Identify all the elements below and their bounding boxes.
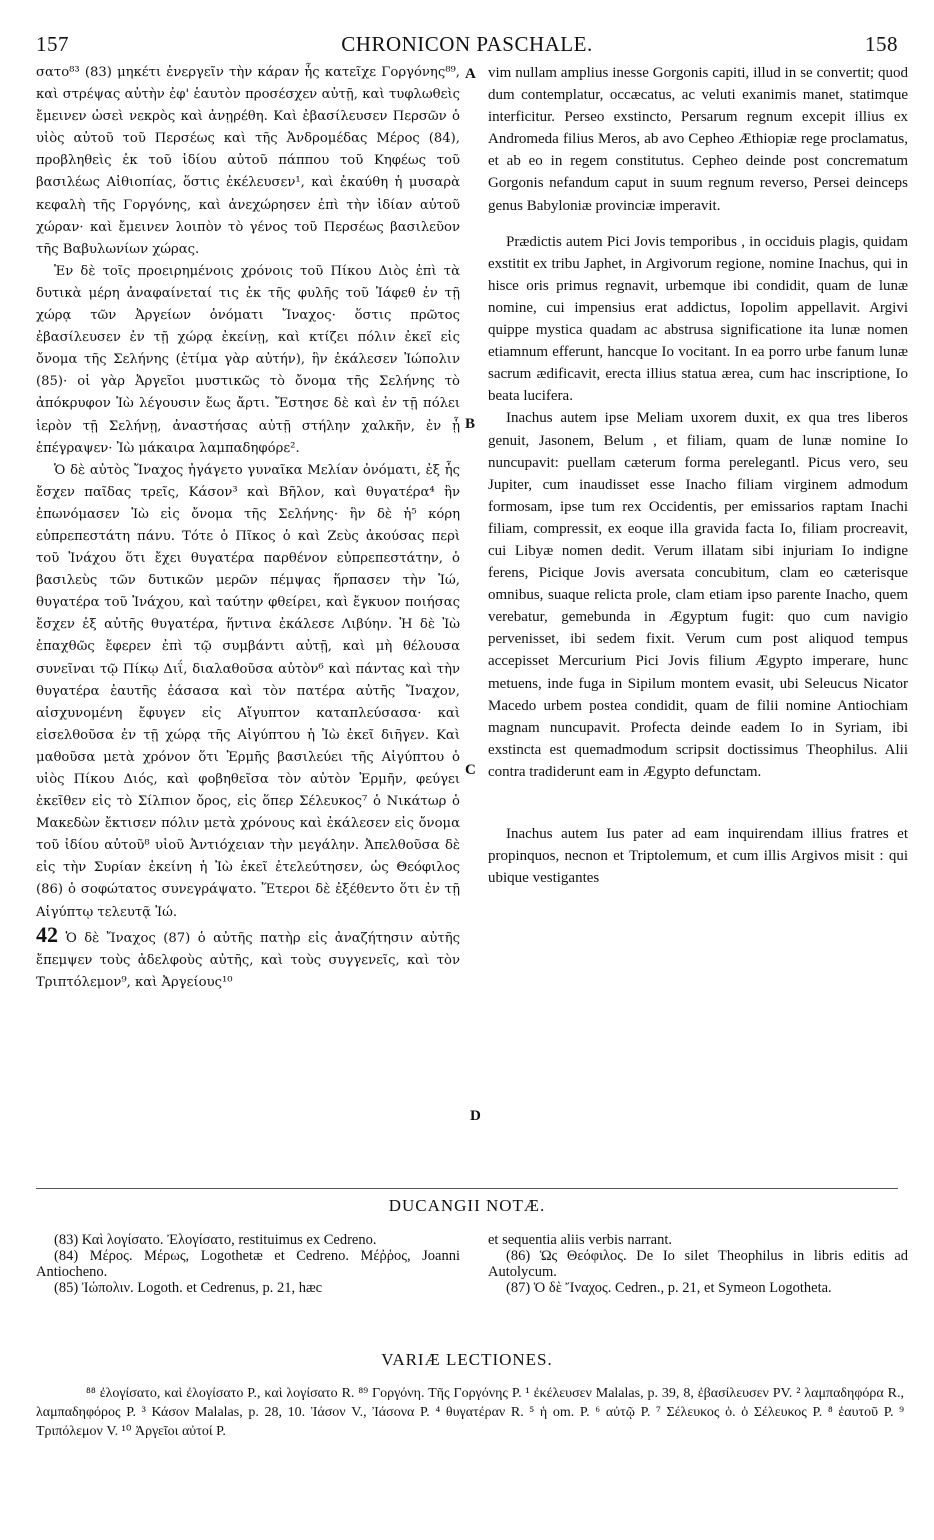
latin-paragraph: Inachus autem Ius pater ad eam inquirendam illius fratres et propinquos, necnon et Triptolemum, et cum illis Argivos misit : qui ubique vestigantes: [488, 826, 908, 887]
note-item: (85) Ἰώπολιν. Logoth. et Cedrenus, p. 21, hæc: [54, 1280, 323, 1296]
ducange-notes-title: DUCANGII NOTÆ.: [388, 1196, 546, 1215]
section-number: 42: [36, 921, 58, 947]
ducange-notes-left: [36, 1232, 460, 1296]
running-header: [36, 32, 898, 58]
variae-lectiones: [36, 1384, 904, 1441]
note-item: (84) Μέρος. Μέρως, Logothetæ et Cedreno. Μέῤῥος, Joanni Antiocheno.: [36, 1248, 460, 1280]
left-page-number: 157: [36, 32, 69, 56]
note-item: (83) Καὶ λογίσατο. Ἐλογίσατο, restituimus ex Cedreno.: [54, 1232, 377, 1248]
greek-paragraph: σατο⁸³ (83) μηκέτι ἐνεργεῖν τὴν κάραν ἧς κατεῖχε Γοργόνης⁸⁹, καὶ στρέψας αὐτὴν ἐφ' ἑαυτὸν προσέσχεν αὐτῇ, καὶ τυφλωθεὶς ἔμεινεν ὡσεὶ νεκρὸς καὶ ἀνῃρέθη. Καὶ ἐβασίλευσεν Περσῶν ὁ υἱὸς αὐτοῦ τοῦ Περσέως καὶ τῆς Ἀνδρομέδας Μέρος (84), προβληθεὶς ἐκ τοῦ ἰδίου αὐτοῦ πάππου τοῦ Κηφέως τοῦ βασιλέως Αἰθιοπίας, ὅστις ἐκέλευσεν¹, καὶ ἐκαύθη ἡ μυσαρὰ κεφαλὴ τῆς Γοργόνης, καὶ ἀνεχώρησεν ἐπὶ τὴν ἰδίαν αὐτοῦ χώραν· καὶ ἔμεινεν λοιπὸν τὸ γένος τοῦ Περσέως βασιλεῦον τῆς Βαβυλωνίων χώρας.: [36, 65, 460, 257]
latin-paragraph: Prædictis autem Pici Jovis temporibus , in occiduis plagis, quidam exstitit ex tribu Japhet, in Argivorum regione, nomine Inachus, qui in hisce oris primus regnavit, urbemque ibi condidit, quam de lunæ nomine, cui impensius erat addictus, Iopolim appellavit. Argivi quippe mystica quadam ac abstrusa significatione ita lunæ nomen etiamnum efferunt, hancque Io vocitant. In ea porro urbe fanum lunæ sacrum ædificavit, erecta illius statua ærea, cum hac inscriptione, Io beata lucifera.: [488, 233, 908, 405]
note-item: (86) Ὡς Θεόφιλος. De Io silet Theophilus in libris editis ad Autolycum.: [488, 1248, 908, 1280]
separator-rule: [36, 1188, 898, 1189]
margin-letter-a: A: [465, 66, 476, 82]
latin-paragraph: vim nullam amplius inesse Gorgonis capiti, illud in se convertit; quod dum contemplatur, occæcatus, ac veluti exanimis manet, statimque interficitur. Perseo exstincto, Persarum regnum excepit illius ex Andromeda filius Meros, ab avo Cepheo Æthiopiæ rege proclamatus, et ab eo in regem constitutus. Cepheo deinde post concrematum Gorgonis nefandum caput in suum regnum reverso, Persei deinceps genus Babyloniæ provinciæ imperavit.: [488, 65, 908, 214]
variant-readings: ⁸⁸ ἐλογίσατο, καὶ ἐλογίσατο P., καὶ λογίσατο R. ⁸⁹ Γοργόνη. Τῆς Γοργόνης P. ¹ ἐκέλευσεν Malalas, p. 39, 8, ἐβασίλευσεν PV. ² λαμπαδηφόρα R., λαμπαδηφόρος P. ³ Κάσον Malalas, p. 28, 10. Ἰάσον V., Ἰάσονα P. ⁴ θυγατέραν R. ⁵ ἡ om. P. ⁶ αὐτῷ P. ⁷ Σέλευκος ὁ. ὁ Σέλευκος P. ⁸ ἑαυτοῦ P. ⁹ Τριπόλεμον V. ¹⁰ Ἀργεῖοι αὐτοί P.: [36, 1386, 904, 1439]
note-item: et sequentia aliis verbis narrant.: [488, 1232, 673, 1248]
greek-paragraph: Ὁ δὲ αὐτὸς Ἴναχος ἠγάγετο γυναῖκα Μελίαν ὀνόματι, ἐξ ἧς ἔσχεν παῖδας τρεῖς, Κάσον³ καὶ Βῆλον, καὶ θυγατέρα⁴ ἣν ἐπωνόμασεν Ἰὼ εἰς ὄνομα τῆς Σελήνης· ἣν δὲ ἡ⁵ κόρη εὐπρεπεστάτη πάνυ. Τότε ὁ Πῖκος ὁ καὶ Ζεὺς ἀκούσας περὶ τοῦ Ἰνάχου ὅτι ἔχει θυγατέρα παρθένον εὐπρεπεστάτην, ὁ βασιλεὺς τῶν δυτικῶν μερῶν πέμψας ἥρπασεν τὴν Ἰώ, θυγατέρα τοῦ Ἰνάχου, καὶ ταύτην φθείρει, καὶ ἔγκυον ποιήσας ἔσχεν ἐξ αὐτῆς θυγατέρα, ἥντινα ἐκάλεσε Λιβύην. Ἡ δὲ Ἰὼ ἐπαχθῶς ἔφερεν ἐπὶ τῷ συμβάντι αὐτῇ, καὶ μὴ θέλουσα συνεῖναι τῷ Πίκῳ Διΐ, διαλαθοῦσα αὐτὸν⁶ καὶ πάντας καὶ τὴν θυγατέρα ἑαυτῆς ἐάσασα καὶ τὸν πατέρα αὐτῆς Ἴναχον, αἰσχυνομένη ἔφυγεν εἰς Αἴγυπτον καταπλεύσασα· καὶ εἰσελθοῦσα ἐν τῇ χώρᾳ τῆς Αἰγύπτου ἡ Ἰὼ ἐκεῖ διῆγεν. Καὶ μαθοῦσα μετὰ χρόνον ὅτι Ἑρμῆς βασιλεύει τῆς Αἰγύπτου ὁ υἱὸς Πίκου Διός, καὶ φοβηθεῖσα τὸν αὐτὸν Ἑρμῆν, φεύγει ἐκεῖθεν εἰς τὸ Σίλπιον ὄρος, εἰς ὅπερ Σέλευκος⁷ ὁ Νικάτωρ ὁ Μακεδὼν ἔκτισεν πόλιν μετὰ χρόνους καὶ ἐκάλεσεν εἰς ὄνομα τοῦ ἰδίου αὐτοῦ⁸ υἱοῦ Ἀντιόχειαν τὴν μεγάλην. Ἀπελθοῦσα δὲ εἰς τὴν Συρίαν ἐκείνη ἡ Ἰὼ ἐκεῖ ἐτελεύτησεν, ὡς Θεόφιλος (86) ὁ σοφώτατος συνεγράψατο. Ἕτεροι δὲ ἐξέθεντο ὅτι ἐν τῇ Αἰγύπτῳ τελευτᾷ Ἰώ.: [36, 462, 460, 920]
right-page-number: 158: [865, 32, 898, 56]
note-item: (87) Ὁ δὲ Ἴναχος. Cedren., p. 21, et Symeon Logotheta.: [506, 1280, 832, 1296]
greek-paragraph: Ἐν δὲ τοῖς προειρημένοις χρόνοις τοῦ Πίκου Διὸς ἐπὶ τὰ δυτικὰ μέρη ἀναφαίνεταί τις ἐκ τῆς φυλῆς τοῦ Ἰάφεθ ἐν τῇ χώρᾳ τῶν Ἀργείων ὀνόματι Ἴναχος· ὅστις πρῶτος ἐβασίλευσεν ἐν τῇ χώρᾳ ἐκείνῃ, καὶ κτίζει πόλιν ἐκεῖ εἰς ὄνομα τῆς Σελήνης (ἐτίμα γὰρ αὐτήν), ἣν ἐκάλεσεν Ἰώπολιν (85)· οἱ γὰρ Ἀργεῖοι μυστικῶς τὸ ὄνομα τῆς Σελήνης τὸ ἀπόκρυφον Ἰὼ λέγουσιν ἕως ἄρτι. Ἔστησε δὲ καὶ ἐν τῇ πόλει ἱερὸν τῇ Σελήνῃ, ἀναστήσας αὐτῇ στήλην χαλκῆν, ἐν ᾗ ἐπέγραψεν· Ἰὼ μάκαιρα λαμπαδηφόρε².: [36, 263, 460, 456]
greek-paragraph: Ὁ δὲ Ἴναχος (87) ὁ αὐτῆς πατὴρ εἰς ἀναζήτησιν αὐτῆς ἔπεμψεν τοὺς ἀδελφοὺς αὐτῆς, καὶ τοὺς συγγενεῖς, καὶ τὸν Τριπτόλεμον⁹, καὶ Ἀργείους¹⁰: [36, 930, 460, 990]
margin-letter-c: C: [465, 762, 476, 778]
running-title: CHRONICON PASCHALE.: [341, 32, 593, 56]
margin-letter-d: D: [470, 1108, 481, 1124]
margin-letter-b: B: [465, 416, 476, 432]
latin-paragraph: Inachus autem ipse Meliam uxorem duxit, ex qua tres liberos genuit, Jasonem, Belum , et filiam, quam de lunæ nomine Io nuncupavit: puellam cæterum forma perelegantl. Picus vero, seu Jupiter, cum inaudisset esse Inacho filiam virginem admodum formosam, ipse tum rex Occidentis, per emissarios raptam Inachi filiam, compressit, ex eoque illa gravida facta Io, filiam procreavit, cui Libyæ nomen dedit. Verum illatam sibi injuriam Io indigne ferens, Picique Jovis aversata concubitum, clam eo cæterisque omnibus, suaque relicta prole, clam etiam ipso parente Inacho, quem verebatur, gemebunda in Ægyptum fugit: quo cum navigio pervenisset, ibi sedem fixit. Verum cum post aliquod tempus accepisset Mercurium Pici Jovis filium Ægypto imperare, hunc metuens, inde fuga in Sipilum montem evasit, ubi Seleucus Nicator Macedo urbem postea condidit, quam de filii nomine Antiochiam magnam nuncupavit. Profecta deinde eadem Io in Syriam, ibi exstincta est quemadmodum scripsit doctissimus Theophilus. Alii contra tradiderunt eam in Ægypto defunctam.: [488, 410, 908, 780]
variae-lectiones-title: VARIÆ LECTIONES.: [381, 1350, 553, 1369]
latin-column: [488, 62, 908, 889]
ducange-notes-right: [488, 1232, 908, 1296]
greek-column: [36, 62, 460, 994]
